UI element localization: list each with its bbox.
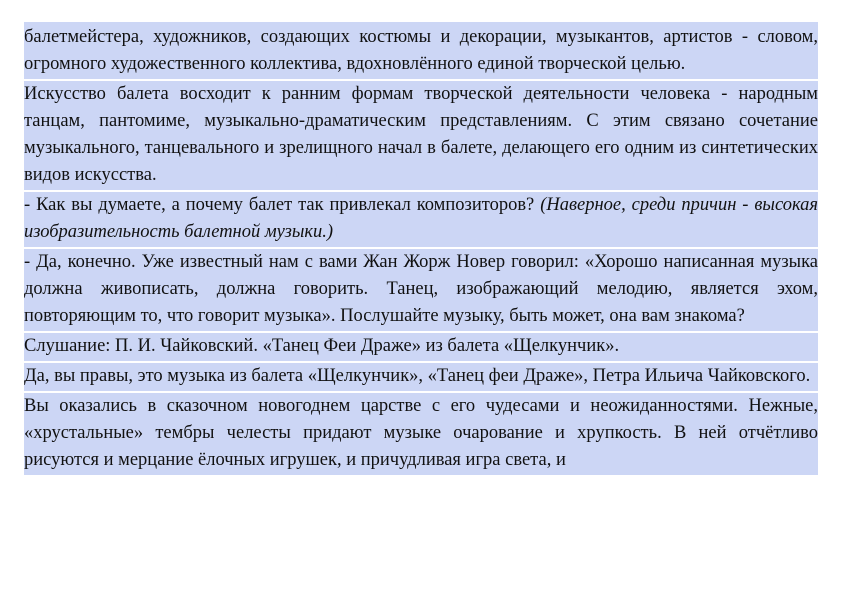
paragraph-ballet-team: балетмейстера, художников, создающих костюмы и декорации, музыкантов, артистов - словом, огромного художественного коллектива, вдохновлённого единой творческой целью.: [24, 22, 818, 79]
paragraph-question: [24, 192, 818, 247]
paragraph-fairy-tale: Вы оказались в сказочном новогоднем царстве с его чудесами и неожиданностями. Нежные, «хрустальные» тембры челесты придают музыке очарование и хрупкость. В ней отчётливо рисуются и мерцание ёлочных игрушек, и причудливая игра света, и: [24, 393, 818, 475]
paragraph-listening: Слушание: П. И. Чайковский. «Танец Феи Драже» из балета «Щелкунчик».: [24, 333, 818, 361]
question-text: - Как вы думаете, а почему балет так привлекал композиторов?: [24, 195, 535, 215]
paragraph-noverre-quote: - Да, конечно. Уже известный нам с вами Жан Жорж Новер говорил: «Хорошо написанная музыка должна живописать, должна говорить. Танец, изображающий мелодию, является эхом, повторяющим то, что говорит музыка». Послушайте музыку, быть может, она вам знакома?: [24, 249, 818, 331]
text-body: [24, 22, 818, 477]
paragraph-ballet-origins: Искусство балета восходит к ранним формам творческой деятельности человека - народным танцам, пантомиме, музыкально-драматическим представлениям. С этим связано сочетание музыкального, танцевального и зрелищного начал в балете, делающего его одним из синтетических видов искусства.: [24, 81, 818, 190]
paragraph-nutcracker: Да, вы правы, это музыка из балета «Щелкунчик», «Танец феи Драже», Петра Ильича Чайковского.: [24, 363, 818, 391]
answer-text: (Наверное, среди причин - высокая изобразительность балетной музыки.): [24, 195, 818, 242]
